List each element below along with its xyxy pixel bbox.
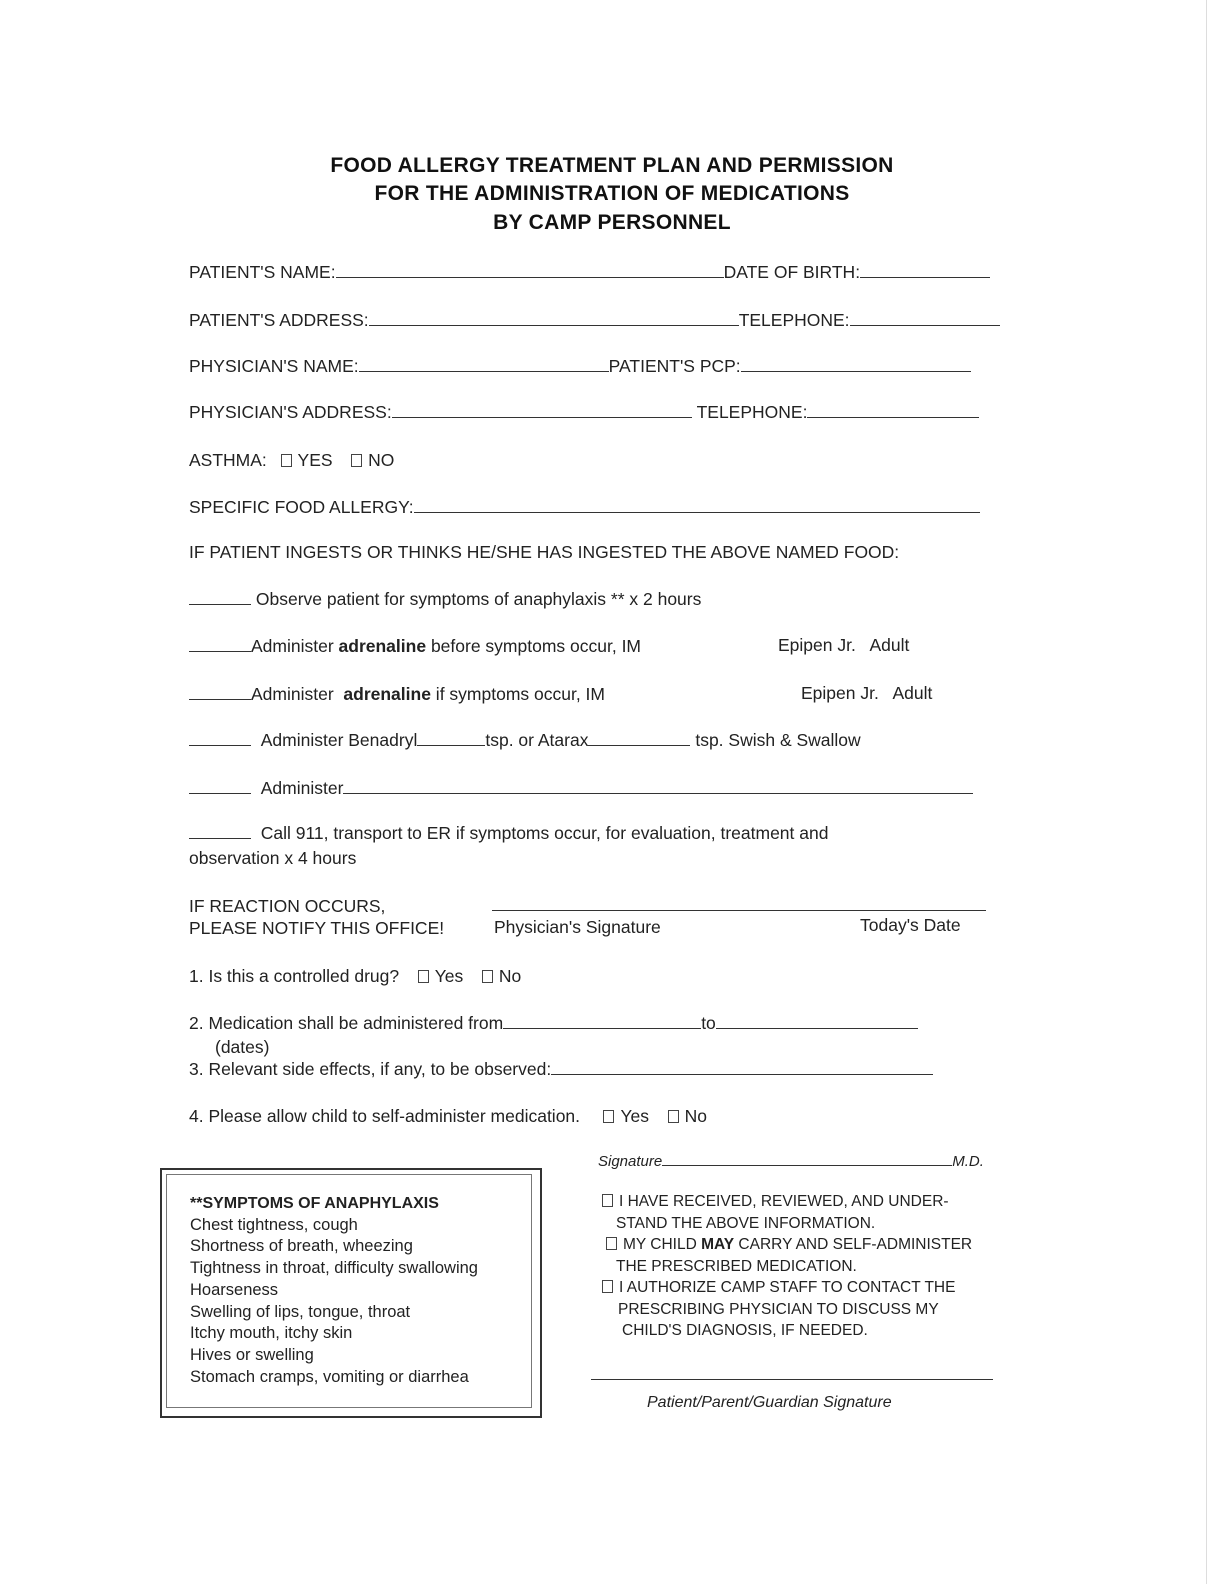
symptom-item: Tightness in throat, difficulty swallowing: [190, 1259, 478, 1278]
consent-authorize-checkbox[interactable]: [602, 1280, 613, 1293]
text: M.D.: [952, 1153, 984, 1170]
todays-date-label: Today's Date: [860, 915, 961, 935]
text: Yes: [620, 1106, 650, 1126]
title-line-2: FOR THE ADMINISTRATION OF MEDICATIONS: [374, 182, 850, 205]
physician-name-row: [189, 356, 971, 377]
text: Call 911, transport to ER if symptoms occur, for evaluation, treatment and: [260, 823, 829, 843]
administer-row: [189, 778, 973, 799]
administer-blank[interactable]: [189, 779, 251, 794]
text: tsp. Swish & Swallow: [695, 730, 861, 750]
text: if symptoms occur, IM: [430, 684, 605, 704]
reaction-line-1: IF REACTION OCCURS,: [189, 896, 386, 916]
asthma-label: ASTHMA:: [189, 450, 267, 470]
benadryl-dose-field[interactable]: [417, 731, 485, 746]
epipen-options-2: Epipen Jr. Adult: [801, 683, 933, 703]
yes-label: YES: [297, 450, 333, 470]
pcp-label: PATIENT'S PCP:: [608, 356, 741, 376]
text: CARRY AND SELF-ADMINISTER: [734, 1236, 973, 1253]
text: Administer: [251, 636, 339, 656]
text: 4. Please allow child to self-administer medication.: [189, 1106, 581, 1126]
telephone-field[interactable]: [850, 311, 1000, 326]
md-signature-row: [598, 1153, 984, 1170]
observe-row: [189, 589, 701, 610]
dob-label: DATE OF BIRTH:: [723, 262, 861, 282]
symptoms-heading: **SYMPTOMS OF ANAPHYLAXIS: [190, 1195, 439, 1212]
text: 1. Is this a controlled drug?: [189, 966, 400, 986]
text: to: [701, 1013, 716, 1033]
physician-signature-label: Physician's Signature: [494, 917, 661, 937]
call-911-blank[interactable]: [189, 824, 251, 839]
symptom-item: Itchy mouth, itchy skin: [190, 1324, 353, 1343]
adrenaline-if-row: [189, 684, 605, 705]
administer-field[interactable]: [343, 779, 973, 794]
text: I AUTHORIZE CAMP STAFF TO CONTACT THE: [619, 1279, 956, 1296]
title-line-1: FOOD ALLERGY TREATMENT PLAN AND PERMISSION: [330, 154, 894, 177]
benadryl-blank[interactable]: [189, 731, 251, 746]
text: adrenaline: [343, 684, 431, 704]
text: before symptoms occur, IM: [426, 636, 642, 656]
side-effects-field[interactable]: [551, 1060, 933, 1075]
scan-edge: [1206, 0, 1207, 1584]
adrenaline-before-blank[interactable]: [189, 637, 251, 652]
self-administer-no-checkbox[interactable]: [668, 1110, 679, 1123]
patient-name-label: PATIENT'S NAME:: [189, 262, 336, 282]
guardian-signature-label: Patient/Parent/Guardian Signature: [647, 1394, 892, 1411]
symptom-item: Hoarseness: [190, 1280, 279, 1299]
patient-name-row: [189, 262, 990, 283]
q1-row: [189, 966, 521, 987]
telephone-label: TELEPHONE:: [738, 310, 850, 330]
observe-text: Observe patient for symptoms of anaphylaxis ** x 2 hours: [255, 589, 702, 609]
md-signature-field[interactable]: [662, 1154, 952, 1166]
symptom-item: Swelling of lips, tongue, throat: [190, 1302, 411, 1321]
call-911-row: [189, 823, 828, 844]
text: MAY: [701, 1236, 735, 1253]
text: STAND THE ABOVE INFORMATION.: [616, 1214, 876, 1232]
self-administer-yes-checkbox[interactable]: [603, 1110, 614, 1123]
physician-telephone-label: TELEPHONE:: [696, 402, 808, 422]
food-allergy-field[interactable]: [414, 498, 980, 513]
asthma-yes-checkbox[interactable]: [281, 454, 292, 467]
call-911-row-2: observation x 4 hours: [189, 848, 357, 868]
food-allergy-label: SPECIFIC FOOD ALLERGY:: [189, 497, 414, 517]
epipen-options-1: Epipen Jr. Adult: [778, 635, 910, 655]
text: PRESCRIBING PHYSICIAN TO DISCUSS MY: [618, 1300, 939, 1318]
text: No: [498, 966, 522, 986]
q4-row: [189, 1106, 707, 1127]
q3-row: [189, 1059, 933, 1080]
text: Administer Benadryl: [260, 730, 418, 750]
physician-name-label: PHYSICIAN'S NAME:: [189, 356, 359, 376]
asthma-no-checkbox[interactable]: [351, 454, 362, 467]
patient-address-field[interactable]: [369, 311, 739, 326]
text: Administer: [260, 778, 344, 798]
symptom-item: Chest tightness, cough: [190, 1215, 358, 1234]
patient-name-field[interactable]: [336, 263, 724, 278]
dates-label: (dates): [215, 1037, 270, 1057]
text: Administer: [251, 684, 344, 704]
text: tsp. or Atarax: [485, 730, 589, 750]
text: THE PRESCRIBED MEDICATION.: [616, 1257, 857, 1275]
title-line-3: BY CAMP PERSONNEL: [493, 211, 731, 234]
reaction-line-2: PLEASE NOTIFY THIS OFFICE!: [189, 918, 445, 938]
asthma-row: [189, 450, 394, 471]
text: MY CHILD: [623, 1236, 702, 1253]
physician-telephone-field[interactable]: [807, 403, 979, 418]
physician-signature-field[interactable]: [492, 910, 986, 911]
text: No: [684, 1106, 707, 1126]
observe-blank[interactable]: [189, 590, 251, 605]
physician-address-label: PHYSICIAN'S ADDRESS:: [189, 402, 392, 422]
to-date-field[interactable]: [716, 1014, 918, 1029]
physician-address-field[interactable]: [392, 403, 692, 418]
text: I HAVE RECEIVED, REVIEWED, AND UNDER-: [619, 1193, 949, 1210]
text: CHILD'S DIAGNOSIS, IF NEEDED.: [622, 1322, 868, 1339]
text: adrenaline: [338, 636, 427, 656]
physician-address-row: [189, 402, 979, 423]
text: Signature: [598, 1153, 663, 1170]
controlled-yes-checkbox[interactable]: [418, 970, 429, 983]
dob-field[interactable]: [860, 263, 990, 278]
benadryl-row: [189, 730, 861, 751]
guardian-signature-field[interactable]: [591, 1379, 993, 1380]
text: Yes: [434, 966, 464, 986]
patient-address-row: [189, 310, 1000, 331]
atarax-dose-field[interactable]: [588, 731, 690, 746]
text: 3. Relevant side effects, if any, to be observed:: [189, 1059, 552, 1079]
text: 2. Medication shall be administered from: [189, 1013, 504, 1033]
instructions-heading: IF PATIENT INGESTS OR THINKS HE/SHE HAS INGESTED THE ABOVE NAMED FOOD:: [189, 542, 900, 562]
symptoms-list: [190, 1193, 478, 1388]
adrenaline-before-row: [189, 636, 641, 657]
physician-name-field[interactable]: [359, 357, 609, 372]
consent-may-carry-checkbox[interactable]: [606, 1237, 617, 1250]
no-label: NO: [368, 450, 395, 470]
symptom-item: Stomach cramps, vomiting or diarrhea: [190, 1367, 469, 1386]
from-date-field[interactable]: [503, 1014, 701, 1029]
symptom-item: Hives or swelling: [190, 1345, 314, 1364]
adrenaline-if-blank[interactable]: [189, 685, 251, 700]
consent-received-checkbox[interactable]: [602, 1194, 613, 1207]
patient-address-label: PATIENT'S ADDRESS:: [189, 310, 369, 330]
consent-section: [598, 1191, 972, 1342]
symptom-item: Shortness of breath, wheezing: [190, 1237, 413, 1256]
pcp-field[interactable]: [741, 357, 971, 372]
q2-row: [189, 1013, 918, 1034]
food-allergy-row: [189, 497, 980, 518]
controlled-no-checkbox[interactable]: [482, 970, 493, 983]
